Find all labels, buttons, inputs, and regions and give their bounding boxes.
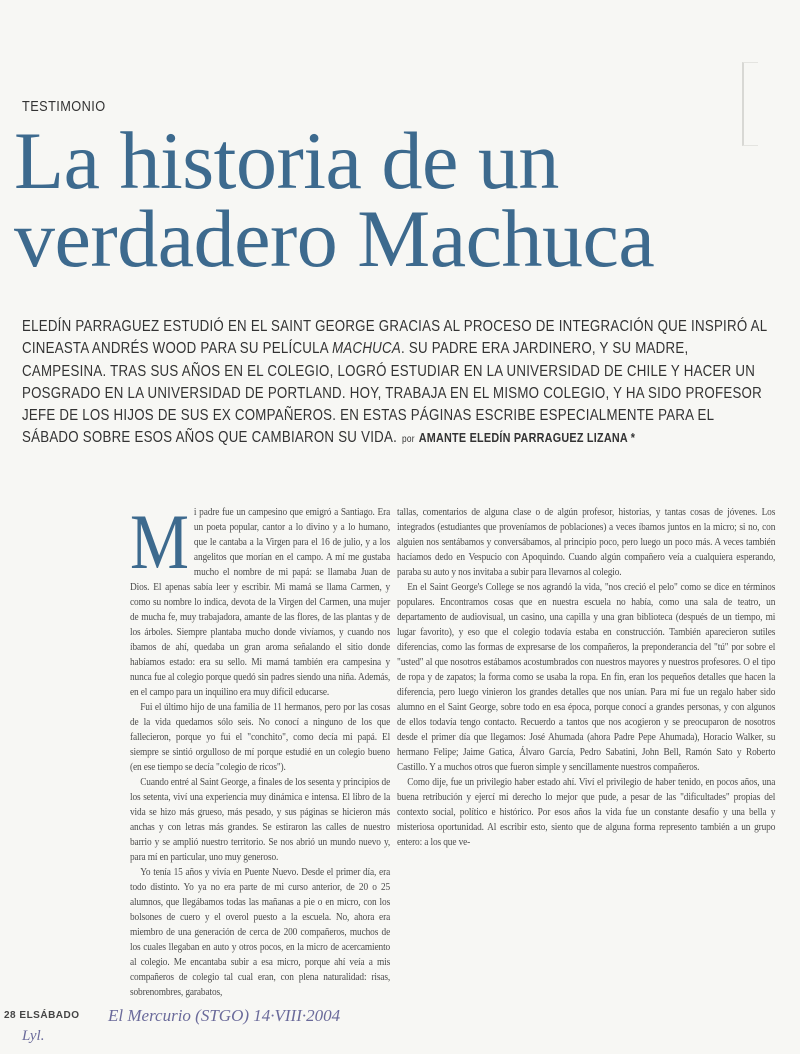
section-label: TESTIMONIO [22, 98, 106, 115]
page-footer [0, 1006, 800, 1054]
article-lead [22, 316, 769, 452]
body-paragraph: tallas, comentarios de alguna clase o de algún profesor, historias, y tantas cosas de jóvenes. Los integrados (estudiantes que proveníamos de poblaciones) a veces íbamos juntos en la micro; si no, con alguien nos sentábamos y conversábamos, al principio poco, pero luego un poco más. A veces también hacíamos dedo en Vespucio con Apoquindo. Cuando algún compañero veía a cualquiera esperando, paraba su auto y nos invitaba a subir para llevarnos al colegio. [397, 506, 776, 578]
lead-text-2: . SU PADRE ERA JARDINERO, Y SU MADRE, CAMPESINA. TRAS SUS AÑOS EN EL COLEGIO, LOGRÓ ESTUDIAR EN LA UNIVERSIDAD DE CHILE Y HACER UN POSGRADO EN LA UNIVERSIDAD DE PORTLAND. HOY, TRABAJA EN EL MISMO COLEGIO, Y HA SIDO PROFESOR JEFE DE LOS HIJOS DE SUS EX COMPAÑEROS. EN ESTAS PÁGINAS ESCRIBE ESPECIALMENTE PARA EL SÁBADO SOBRE ESOS AÑOS QUE CAMBIARON SU VIDA. [22, 340, 762, 447]
body-paragraph: Fui el último hijo de una familia de 11 hermanos, pero por las cosas de la vida quedamos sólo seis. No conocí a ninguno de los que fallecieron, porque yo fui el "conchito", como decía mi papá. El siempre se sintió orgulloso de mí porque estudié en un colegio bueno (en ese tiempo se decía "colegio de ricos"). [130, 701, 391, 773]
handwritten-source-note: El Mercurio (STGO) 14·VIII·2004 [108, 1006, 341, 1025]
body-paragraph: En el Saint George's College se nos agrandó la vida, "nos creció el pelo" como se dice en términos populares. Encontramos cosas que en nuestra escuela no había, como una sala de teatro, un departamento de audiovisual, un casino, una capilla y una gran biblioteca (después de un tiempo, mi lugar favorito), y eso que el colegio todavía estaba en construcción. También aparecieron sutiles diferencias, como las formas de expresarse de los compañeros, la preponderancia del "tú" por sobre el "usted" al que nosotros estábamos acostumbrados con nuestros mayores y nuestros profesores. O el tipo de ropa y de zapatos; la forma como se usaba la ropa. En fin, eran los pequeños detalles que hacen la diferencia, pero luego vinieron los grandes detalles que nos unían. Para mí fue un regalo haber sido alumno en el Saint George, sobre todo en esa época, porque conocí a grandes personas, y con algunos de ellos todavía tengo contacto. Recuerdo a tantos que nos acogieron y se preocuparon de nosotros desde el primer día que llegamos: José Ahumada (ahora Padre Pepe Ahumada), Horacio Walker, su hermano Felipe; Jaime Gatica, Álvaro García, Pedro Sabatini, John Bell, Ramón Sato y Roberto Castillo. Y a muchos otros que fueron simple y sencillamente nuestros compañeros. [397, 581, 776, 773]
body-column-right-cell [397, 505, 775, 1000]
title-line-1: La historia de un [14, 115, 559, 206]
body-paragraph [130, 498, 391, 700]
title-line-2: verdadero Machuca [14, 193, 655, 284]
body-column-right [397, 505, 775, 850]
drop-cap: M [130, 498, 189, 585]
lead-text-1: ELEDÍN PARRAGUEZ ESTUDIÓ EN EL SAINT GEORGE GRACIAS AL PROCESO DE INTEGRACIÓN QUE INSPIRÓ AL CINEASTA ANDRÉS WOOD PARA SU PELÍCULA [22, 318, 767, 358]
page-folio [4, 1010, 80, 1021]
body-column-left [130, 498, 391, 1000]
body-column-left-cell [130, 498, 391, 1000]
article-title [14, 115, 655, 284]
lead-film-title: MACHUCA [332, 340, 401, 358]
page-number: 28 [4, 1010, 17, 1021]
article-body [0, 498, 800, 1054]
magazine-name: ELSÁBADO [19, 1010, 80, 1021]
handwritten-initials: Lyl. [22, 1028, 45, 1044]
body-paragraph: Como dije, fue un privilegio haber estado ahí. Viví el privilegio de haber tenido, en pocos años, una buena retribución y ejercí mi derecho lo mejor que pude, a pesar de las "dificultades" propias del contexto social, político e histórico. Por esos años la vida fue un constante desafío y una bella y misteriosa oportunidad. Al escribir esto, siento que de alguna forma represento también a un grupo entero: a los que ve- [397, 776, 776, 848]
show-through-bracket [742, 62, 758, 146]
paragraph-text: i padre fue un campesino que emigró a Santiago. Era un poeta popular, cantor a lo divino y a lo humano, que le cantaba a la Virgen para el 16 de julio, y a los angelitos que morían en el campo. A mí me gustaba mucho el nombre de mi papá: se llamaba Juan de Dios. El apenas sabía leer y escribir. Mi mamá se llama Carmen, y como su nombre lo indica, devota de la Virgen del Carmen, una mujer de mucha fe, muy trabajadora, amante de las flores, de las plantas y de los árboles. Siempre plantaba mucho donde vivíamos, y cuando nos íbamos de ahí, quedaba un gran aroma señalando el sitio donde habíamos estado: era su sello. Mi mamá también era campesina y nunca fue al colegio porque quedó sin padres siendo una niña. Además, en el campo para un inquilino era muy difícil educarse. [130, 506, 391, 698]
byline-prefix: por [401, 434, 415, 446]
body-paragraph: Yo tenía 15 años y vivía en Puente Nuevo. Desde el primer día, era todo distinto. Yo ya no era parte de mi curso anterior, de 20 o 25 alumnos, que llegábamos todas las mañanas a pie o en micro, con los bolsones de cuero y el overol puesto a la escuela. No, ahora era miembro de una generación de cerca de 200 compañeros, muchos de los cuales llegaban en auto y otros pocos, en la micro de acercamiento al colegio. Me encantaba subir a esa micro, porque ahí veía a mis compañeros de colegio tal cual eran, con plena naturalidad: risas, sobrenombres, garabatos, [130, 866, 391, 998]
body-paragraph: Cuando entré al Saint George, a finales de los sesenta y principios de los setenta, viví una experiencia muy dinámica e intensa. El libro de la vida se hizo más grueso, más pesado, y sus páginas se hicieron más anchas y con letras más grandes. Se estiraron las calles de nuestro barrio y se amplió nuestro territorio. Se nos abrió un mundo nuevo y, para mí en particular, uno muy generoso. [130, 776, 391, 863]
body-columns [0, 498, 800, 1000]
byline-author: AMANTE ELEDÍN PARRAGUEZ LIZANA * [418, 430, 636, 446]
